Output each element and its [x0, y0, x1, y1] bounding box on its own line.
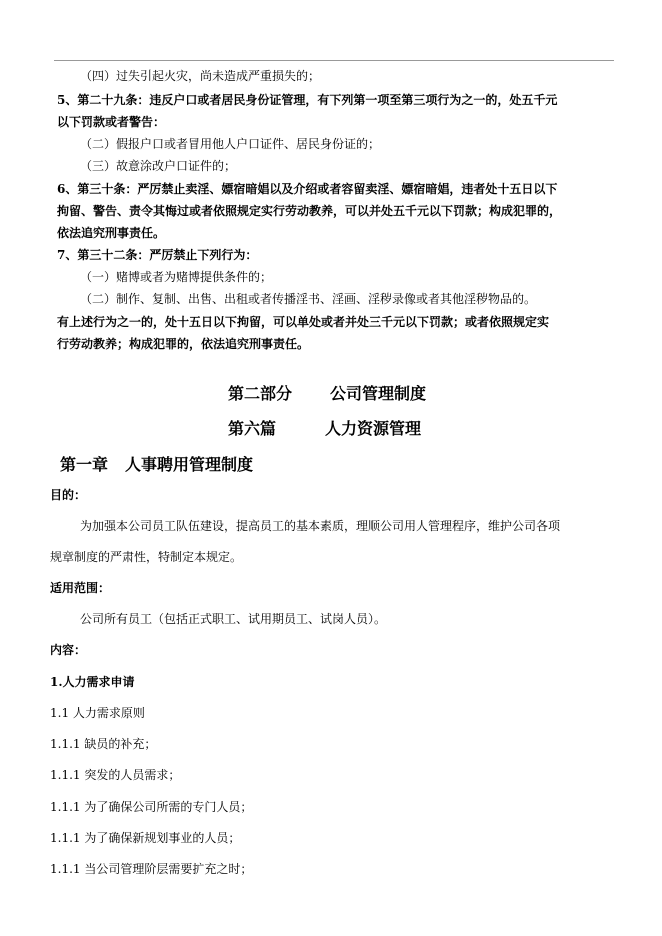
list-item: 1.1.1 突发的人员需求；: [50, 768, 181, 782]
volume-title-name: 人力资源管理: [325, 419, 422, 438]
list-item: 1.1.1 为了确保公司所需的专门人员；: [50, 800, 253, 814]
header-rule: [54, 60, 614, 61]
chapter-title: 人事聘用管理制度: [125, 455, 254, 474]
text-line: （二）制作、复制、出售、出租或者传播淫书、淫画、淫秽录像或者其他淫秽物品的。: [80, 292, 537, 306]
content-label: 内容：: [50, 643, 87, 657]
text-line: （一）赌博或者为赌博提供条件的；: [80, 270, 273, 284]
scope-label: 适用范围：: [50, 581, 111, 595]
text-line: （三）故意涂改户口证件的；: [80, 159, 237, 173]
text-line: 拘留、警告、责令其悔过或者依照规定实行劳动教养，可以并处五千元以下罚款；构成犯罪的，: [57, 204, 562, 218]
part-title-number: 第二部分: [228, 384, 293, 403]
purpose-label: 目的：: [50, 488, 87, 502]
list-item: 1.1.1 当公司管理阶层需要扩充之时；: [50, 862, 253, 876]
subsection-heading: 1.1 人力需求原则: [50, 706, 145, 720]
text-line: 依法追究刑事责任。: [57, 226, 166, 240]
part-title-name: 公司管理制度: [330, 384, 427, 403]
chapter-number: 第一章: [60, 455, 109, 474]
text-line: 7、第三十二条：严厉禁止下列行为：: [57, 248, 258, 262]
purpose-text: 为加强本公司员工队伍建设，提高员工的基本素质，理顺公司用人管理程序，维护公司各项: [80, 519, 561, 533]
list-item: 1.1.1 缺员的补充；: [50, 737, 157, 751]
text-line: 5、第二十九条：违反户口或者居民身份证管理，有下列第一项至第三项行为之一的，处五千元: [57, 93, 558, 107]
text-line: 行劳动教养；构成犯罪的，依法追究刑事责任。: [57, 337, 310, 351]
text-line: 有上述行为之一的，处十五日以下拘留，可以单处或者并处三千元以下罚款；或者依照规定实: [57, 315, 550, 329]
scope-text: 公司所有员工（包括正式职工、试用期员工、试岗人员）。: [80, 612, 387, 626]
text-line: 6、第三十条：严厉禁止卖淫、嫖宿暗娼以及介绍或者容留卖淫、嫖宿暗娼，违者处十五日以下: [57, 182, 558, 196]
text-line: （四）过失引起火灾，尚未造成严重损失的；: [80, 69, 321, 83]
list-item: 1.1.1 为了确保新规划事业的人员；: [50, 831, 241, 845]
volume-title-number: 第六篇: [228, 419, 277, 438]
section-heading: 1.人力需求申请: [50, 675, 135, 689]
text-line: （二）假报户口或者冒用他人户口证件、居民身份证的；: [80, 137, 381, 151]
text-line: 以下罚款或者警告：: [57, 115, 166, 129]
purpose-text: 规章制度的严肃性，特制定本规定。: [50, 550, 243, 564]
